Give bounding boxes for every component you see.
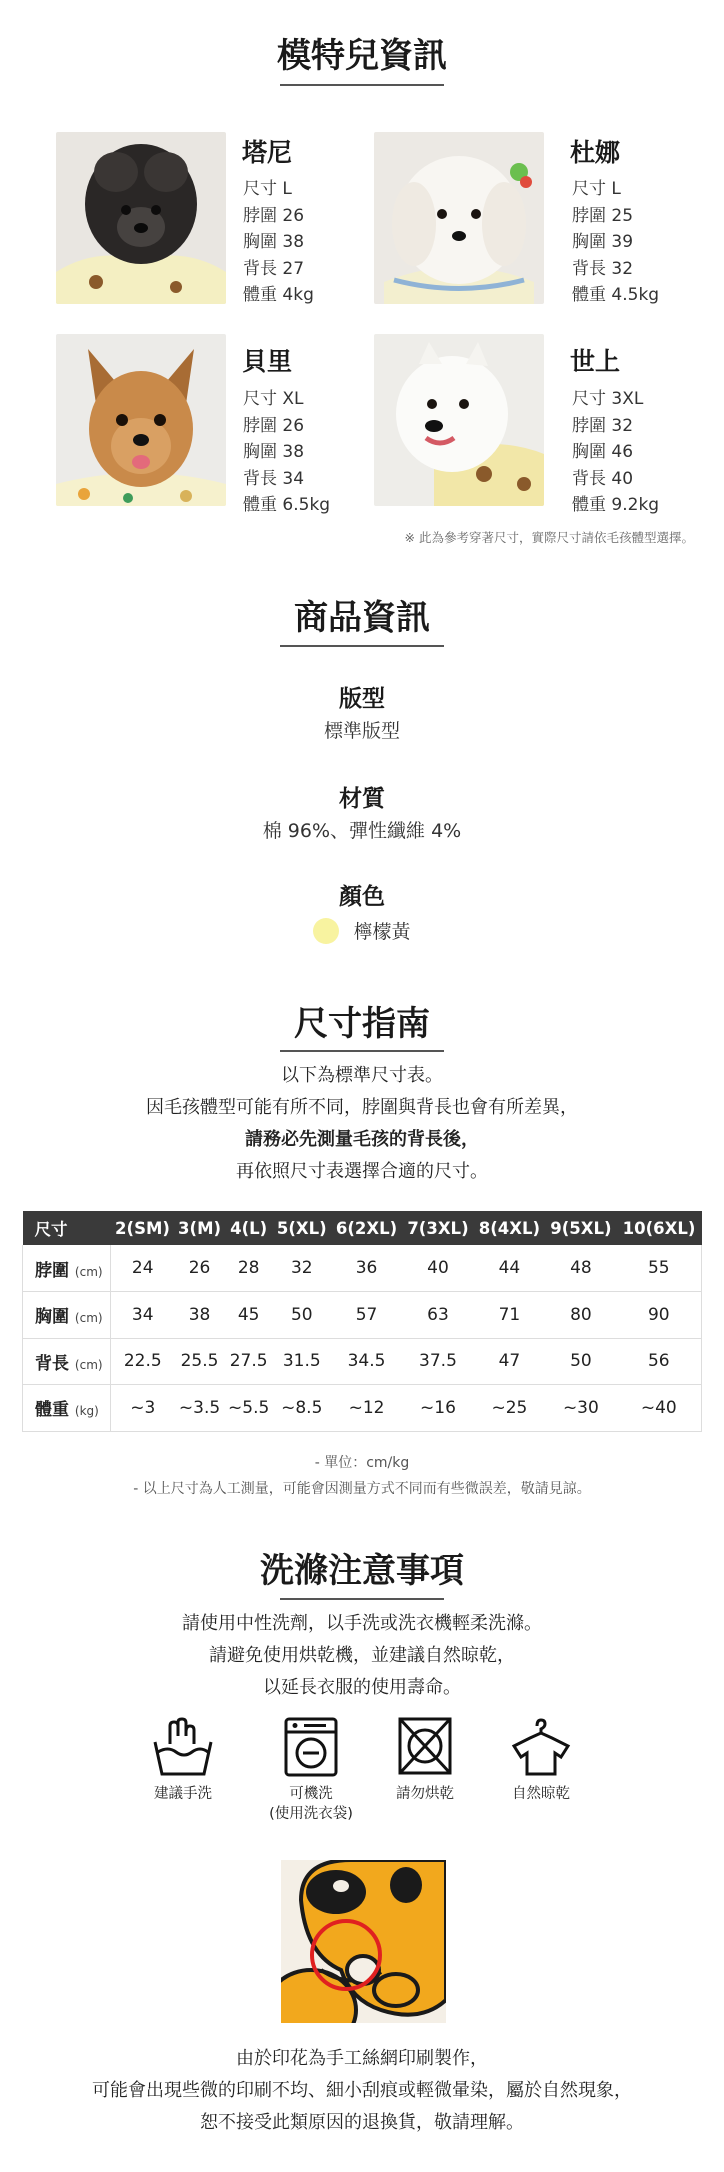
model-photo-beri	[56, 334, 226, 506]
table-cell: 25.5	[174, 1338, 224, 1385]
model-name: 塔尼	[242, 138, 293, 167]
fit-label: 版型	[339, 686, 385, 712]
color-option	[0, 917, 724, 944]
model-name: 杜娜	[570, 138, 621, 167]
table-cell: 50	[273, 1292, 331, 1339]
row-label: 背長 (cm)	[23, 1338, 111, 1385]
title-underline	[280, 1050, 444, 1052]
wash-instruction-line: 以延長衣服的使用壽命。	[263, 1677, 461, 1698]
table-cell: ~5.5	[225, 1385, 273, 1432]
table-cell: 57	[331, 1292, 402, 1339]
table-cell: 63	[402, 1292, 473, 1339]
table-cell: 34	[111, 1292, 175, 1339]
size-intro-line: 因毛孩體型可能有所不同，脖圍與背長也會有所差異，	[146, 1097, 578, 1118]
size-intro-line: 再依照尺寸表選擇合適的尺寸。	[236, 1161, 488, 1182]
table-cell: 48	[545, 1245, 616, 1292]
wash-label: 請勿烘乾	[396, 1786, 454, 1802]
table-cell: 32	[273, 1245, 331, 1292]
color-value: 檸檬黃	[353, 921, 411, 943]
model-photo-tani	[56, 132, 226, 304]
fit-value: 標準版型	[323, 720, 400, 742]
print-note-line: 可能會出現些微的印刷不均、細小刮痕或輕微暈染，屬於自然現象，	[92, 2080, 632, 2101]
model-photo-duna	[374, 132, 544, 304]
table-cell: 44	[474, 1245, 545, 1292]
hang-dry-icon	[508, 1716, 574, 1778]
wash-section-title: 洗滌注意事項	[260, 1551, 464, 1591]
table-cell: 27.5	[225, 1338, 273, 1385]
header-cell: 7(3XL)	[402, 1211, 473, 1245]
size-section-title: 尺寸指南	[294, 1004, 430, 1044]
table-cell: 40	[402, 1245, 473, 1292]
model-stats: 尺寸 3XL 脖圍 32 胸圍 46 背長 40 體重 9.2kg	[572, 389, 660, 515]
table-row	[23, 1338, 702, 1385]
table-cell: 90	[617, 1292, 702, 1339]
header-cell: 4(L)	[225, 1211, 273, 1245]
material-value: 棉 96%、彈性纖維 4%	[262, 820, 462, 842]
table-cell: 24	[111, 1245, 175, 1292]
header-cell: 10(6XL)	[617, 1211, 702, 1245]
color-swatch	[313, 918, 339, 944]
table-cell: 26	[174, 1245, 224, 1292]
wash-label: 可機洗 (使用洗衣袋)	[269, 1786, 353, 1822]
table-cell: ~3	[111, 1385, 175, 1432]
header-cell: 5(XL)	[273, 1211, 331, 1245]
size-intro-emphasis: 請務必先測量毛孩的背長後，	[245, 1129, 479, 1150]
table-cell: 36	[331, 1245, 402, 1292]
header-cell: 3(M)	[174, 1211, 224, 1245]
row-label: 體重 (kg)	[23, 1385, 111, 1432]
wash-instruction-line: 請避免使用烘乾機，並建議自然晾乾，	[209, 1645, 515, 1666]
table-cell: ~40	[617, 1385, 702, 1432]
table-cell: ~16	[402, 1385, 473, 1432]
color-label: 顏色	[339, 884, 385, 910]
table-cell: ~25	[474, 1385, 545, 1432]
model-photo-sesang	[374, 334, 544, 506]
table-cell: 22.5	[111, 1338, 175, 1385]
row-label: 脖圍 (cm)	[23, 1245, 111, 1292]
row-label: 胸圍 (cm)	[23, 1292, 111, 1339]
table-cell: 28	[225, 1245, 273, 1292]
table-cell: 34.5	[331, 1338, 402, 1385]
table-cell: ~30	[545, 1385, 616, 1432]
table-cell: 38	[174, 1292, 224, 1339]
table-cell: 71	[474, 1292, 545, 1339]
print-detail-image	[281, 1860, 446, 2023]
print-note-line: 由於印花為手工絲網印刷製作，	[236, 2048, 488, 2069]
print-note-line: 恕不接受此類原因的退換貨，敬請理解。	[200, 2112, 524, 2133]
hand-wash-icon	[150, 1716, 216, 1778]
table-cell: 80	[545, 1292, 616, 1339]
table-cell: ~3.5	[174, 1385, 224, 1432]
model-stats: 尺寸 L 脖圍 25 胸圍 39 背長 32 體重 4.5kg	[572, 179, 660, 305]
measure-note: - 以上尺寸為人工測量，可能會因測量方式不同而有些微誤差，敬請見諒。	[133, 1481, 591, 1497]
header-cell: 6(2XL)	[331, 1211, 402, 1245]
header-cell: 2(SM)	[111, 1211, 175, 1245]
table-cell: 37.5	[402, 1338, 473, 1385]
size-table	[22, 1211, 702, 1432]
table-cell: 55	[617, 1245, 702, 1292]
table-row	[23, 1292, 702, 1339]
model-name: 貝里	[242, 347, 293, 376]
machine-wash-icon	[278, 1716, 344, 1778]
table-cell: ~8.5	[273, 1385, 331, 1432]
table-row	[23, 1245, 702, 1292]
size-intro-line: 以下為標準尺寸表。	[281, 1065, 443, 1086]
wash-instruction-line: 請使用中性洗劑，以手洗或洗衣機輕柔洗滌。	[182, 1613, 542, 1634]
table-cell: 47	[474, 1338, 545, 1385]
header-cell: 8(4XL)	[474, 1211, 545, 1245]
product-section-title: 商品資訊	[294, 598, 430, 638]
header-cell: 尺寸	[23, 1211, 111, 1245]
table-row	[23, 1385, 702, 1432]
no-tumble-dry-icon	[392, 1716, 458, 1778]
table-cell: 45	[225, 1292, 273, 1339]
models-section-title: 模特兒資訊	[277, 36, 447, 76]
title-underline	[280, 84, 444, 86]
model-size-note: ※ 此為參考穿著尺寸，實際尺寸請依毛孩體型選擇。	[404, 530, 694, 545]
material-label: 材質	[339, 786, 385, 812]
model-stats: 尺寸 L 脖圍 26 胸圍 38 背長 27 體重 4kg	[243, 179, 314, 305]
table-cell: 56	[617, 1338, 702, 1385]
wash-label: 建議手洗	[154, 1786, 212, 1802]
model-name: 世上	[570, 347, 621, 376]
table-cell: 50	[545, 1338, 616, 1385]
model-stats: 尺寸 XL 脖圍 26 胸圍 38 背長 34 體重 6.5kg	[243, 389, 331, 515]
table-cell: 31.5	[273, 1338, 331, 1385]
header-cell: 9(5XL)	[545, 1211, 616, 1245]
title-underline	[280, 645, 444, 647]
table-cell: ~12	[331, 1385, 402, 1432]
size-table-header	[23, 1211, 702, 1245]
wash-label: 自然晾乾	[512, 1786, 570, 1802]
unit-note: - 單位：cm/kg	[314, 1455, 410, 1471]
title-underline	[280, 1598, 444, 1600]
